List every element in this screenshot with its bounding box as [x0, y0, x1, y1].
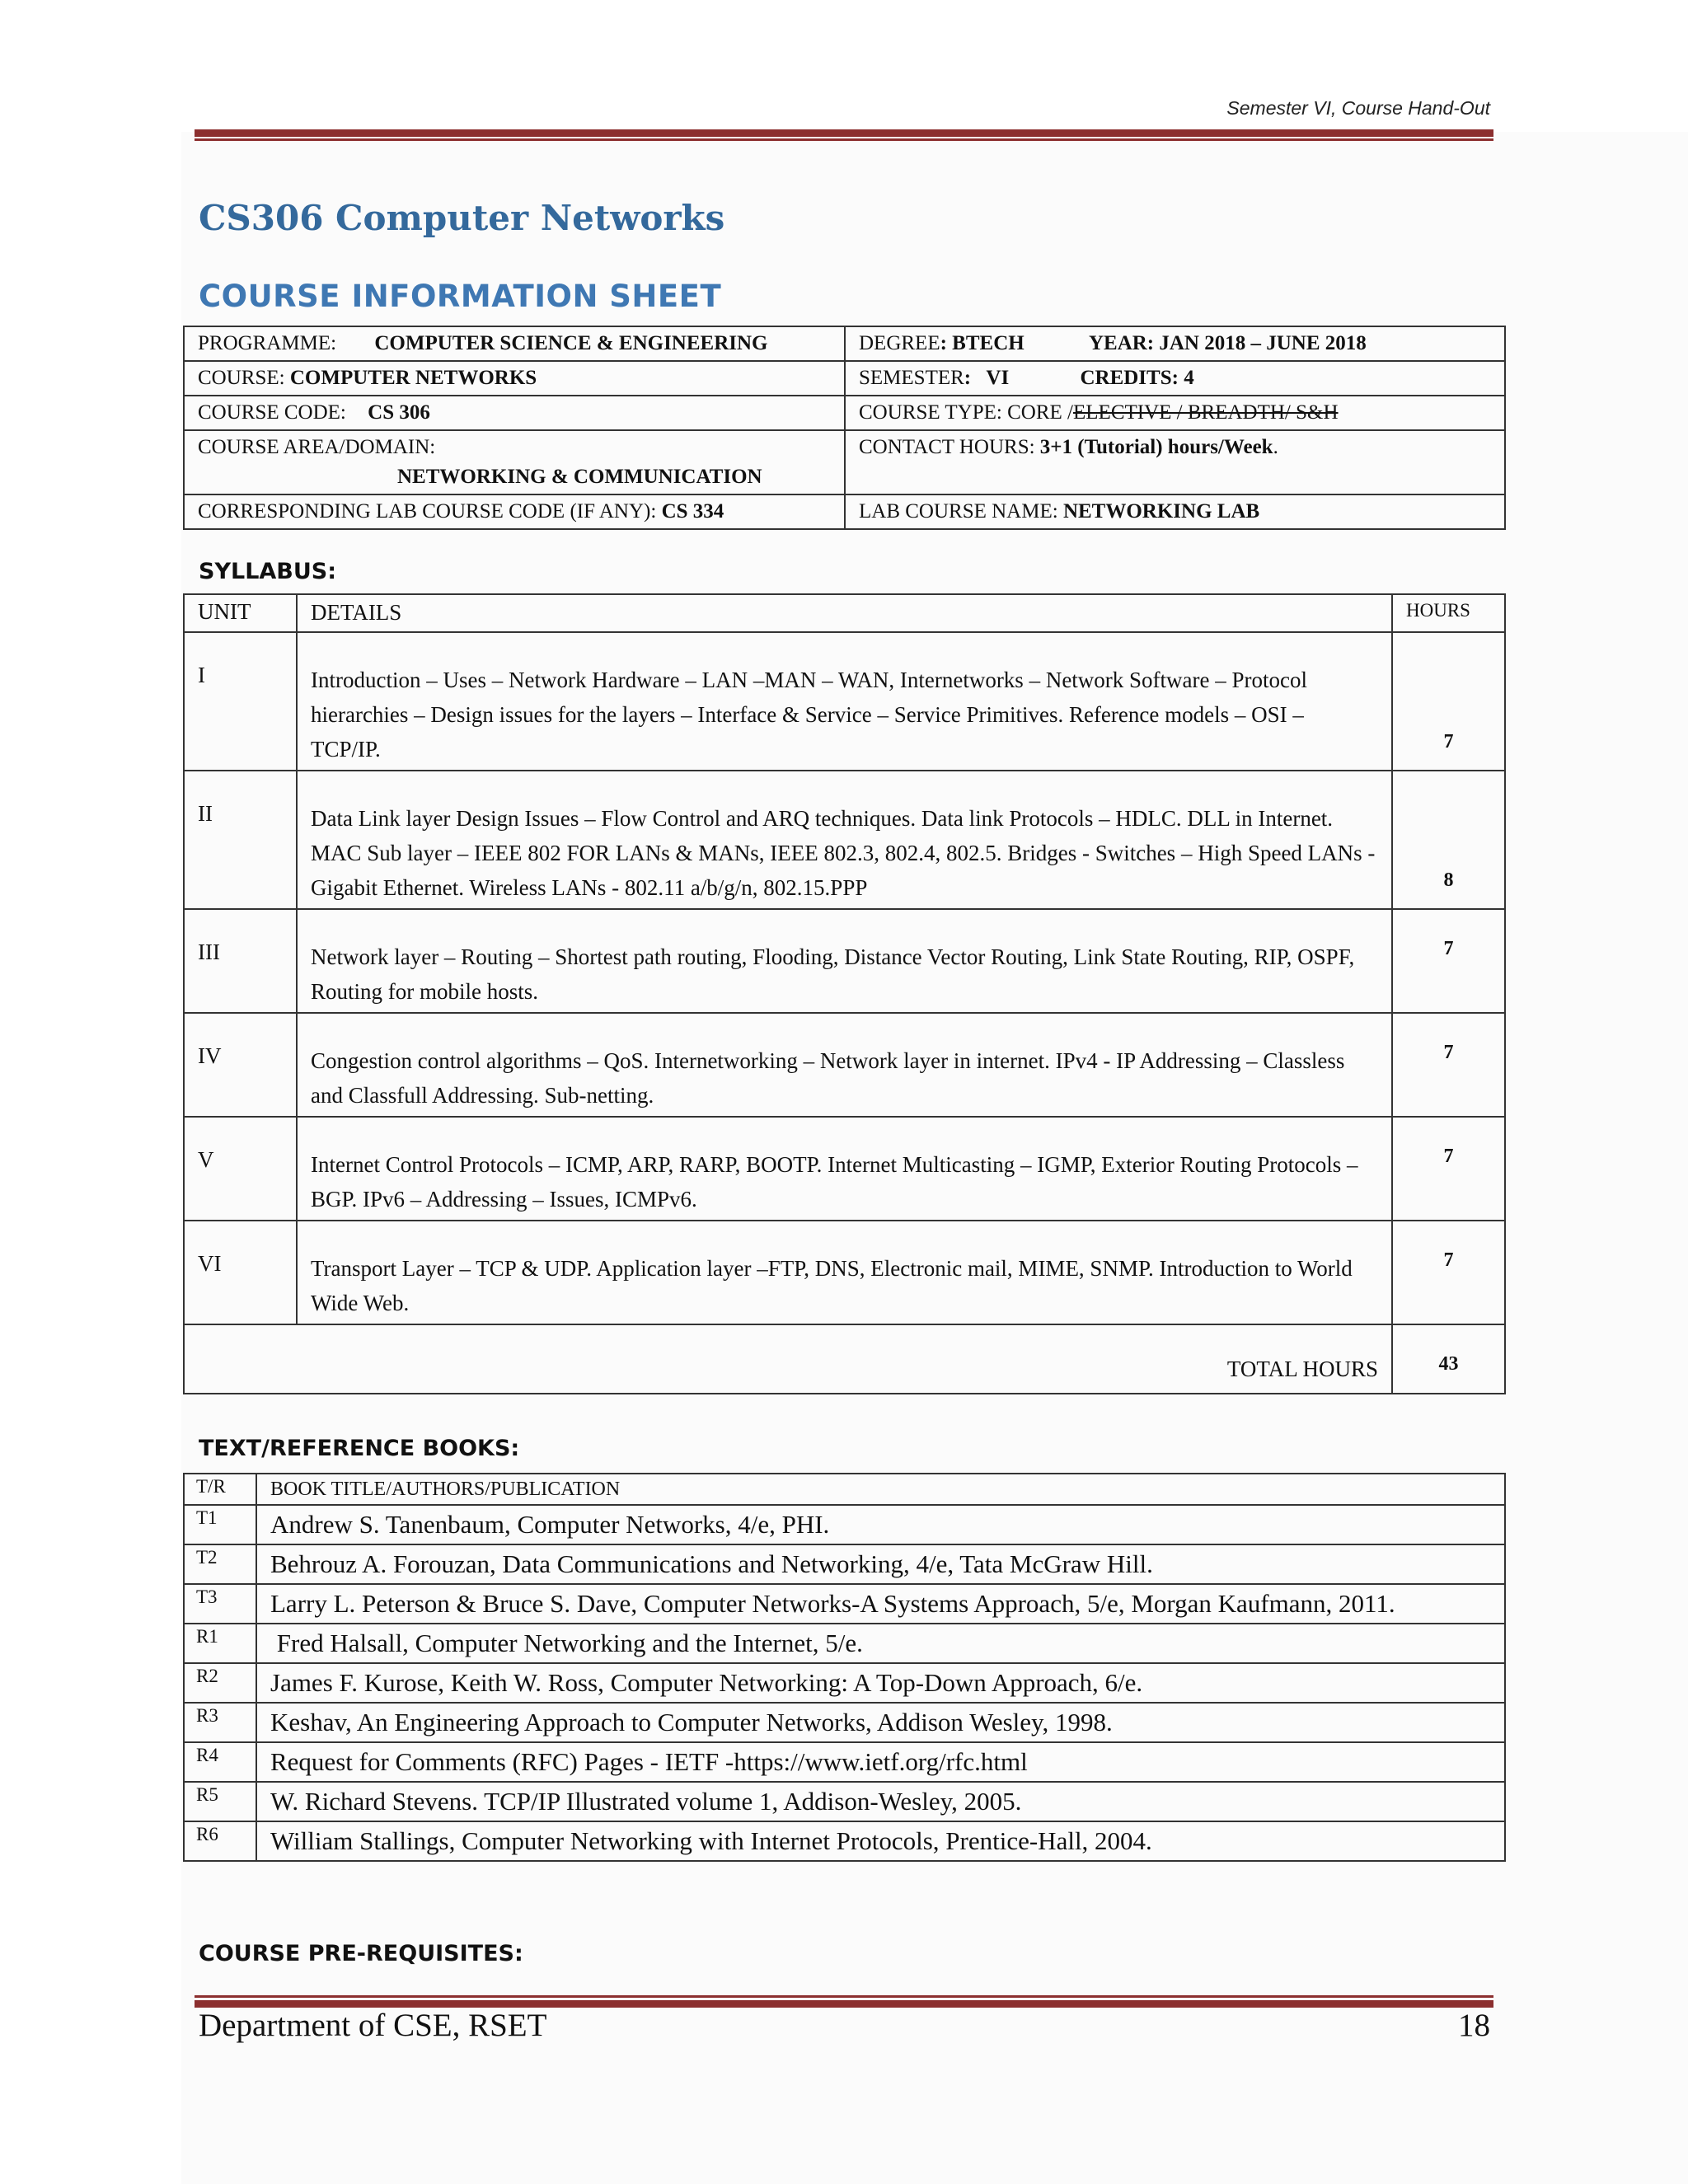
info-row	[184, 396, 1505, 430]
hours-cell: 8	[1392, 771, 1505, 909]
footer-rule-thin	[195, 1995, 1493, 1998]
contact-hours-cell	[845, 430, 1505, 494]
book-title: Andrew S. Tanenbaum, Computer Networks, 4/e, PHI.	[256, 1505, 1505, 1544]
syllabus-row	[184, 1221, 1505, 1324]
programme-cell	[184, 326, 845, 361]
details-cell: Congestion control algorithms – QoS. Internetworking – Network layer in internet. IPv4 - IP Addressing – Classless and Classfull Addressing. Sub-netting.	[297, 1013, 1392, 1117]
syllabus-heading: SYLLABUS:	[199, 559, 337, 584]
degree-cell	[845, 326, 1505, 361]
book-row	[184, 1742, 1505, 1782]
syllabus-table	[183, 593, 1506, 1394]
hours-cell: 7	[1392, 1221, 1505, 1324]
book-title: Fred Halsall, Computer Networking and the Internet, 5/e.	[256, 1624, 1505, 1663]
tr-header: T/R	[184, 1474, 256, 1505]
programme-label: PROGRAMME:	[198, 332, 337, 354]
syllabus-header-row	[184, 594, 1505, 632]
lab-code-label: CORRESPONDING LAB COURSE CODE (IF ANY):	[198, 500, 662, 523]
page-number: 18	[1458, 2008, 1490, 2043]
unit-cell: IV	[184, 1013, 297, 1117]
semester-value: : VI	[964, 367, 1010, 389]
book-code: T1	[184, 1505, 256, 1544]
footer-department: Department of CSE, RSET	[199, 2008, 547, 2043]
credits-value: CREDITS: 4	[1080, 367, 1194, 389]
book-code: R1	[184, 1624, 256, 1663]
book-row	[184, 1821, 1505, 1861]
hours-header: HOURS	[1392, 594, 1505, 632]
book-title: Behrouz A. Forouzan, Data Communications and Networking, 4/e, Tata McGraw Hill.	[256, 1544, 1505, 1584]
book-row	[184, 1703, 1505, 1742]
course-area-label: COURSE AREA/DOMAIN:	[198, 436, 436, 458]
running-header: Semester VI, Course Hand-Out	[1226, 97, 1490, 119]
info-row	[184, 361, 1505, 396]
course-label: COURSE:	[198, 367, 290, 389]
info-row	[184, 326, 1505, 361]
course-type-struck: ELECTIVE / BREADTH/ S&H	[1073, 401, 1339, 424]
lab-name-cell	[845, 494, 1505, 529]
book-title: W. Richard Stevens. TCP/IP Illustrated volume 1, Addison-Wesley, 2005.	[256, 1782, 1505, 1821]
details-cell: Internet Control Protocols – ICMP, ARP, RARP, BOOTP. Internet Multicasting – IGMP, Exterior Routing Protocols – BGP. IPv6 – Addressing – Issues, ICMPv6.	[297, 1117, 1392, 1221]
course-info-table	[183, 326, 1506, 530]
syllabus-row	[184, 1117, 1505, 1221]
syllabus-row	[184, 632, 1505, 771]
book-row	[184, 1624, 1505, 1663]
prereq-heading: COURSE PRE-REQUISITES:	[199, 1941, 523, 1966]
details-cell: Transport Layer – TCP & UDP. Application layer –FTP, DNS, Electronic mail, MIME, SNMP. Introduction to World Wide Web.	[297, 1221, 1392, 1324]
header-rule-thin	[195, 138, 1493, 141]
course-area-cell	[184, 430, 845, 494]
book-code: R5	[184, 1782, 256, 1821]
syllabus-row	[184, 1013, 1505, 1117]
course-area-value: NETWORKING & COMMUNICATION	[397, 466, 762, 488]
lab-name-label: LAB COURSE NAME:	[859, 500, 1063, 523]
unit-cell: VI	[184, 1221, 297, 1324]
book-title: William Stallings, Computer Networking with Internet Protocols, Prentice-Hall, 2004.	[256, 1821, 1505, 1861]
contact-hours-value: 3+1 (Tutorial) hours/Week	[1039, 436, 1273, 458]
programme-value: COMPUTER SCIENCE & ENGINEERING	[374, 332, 768, 354]
header-rule	[195, 129, 1493, 137]
book-row	[184, 1782, 1505, 1821]
degree-label: DEGREE	[859, 332, 940, 354]
books-table	[183, 1473, 1506, 1862]
lab-code-value: CS 334	[661, 500, 724, 523]
book-code: T2	[184, 1544, 256, 1584]
unit-header: UNIT	[184, 594, 297, 632]
total-hours-label: TOTAL HOURS	[184, 1324, 1392, 1394]
book-title-header: BOOK TITLE/AUTHORS/PUBLICATION	[256, 1474, 1505, 1505]
hours-cell: 7	[1392, 1013, 1505, 1117]
book-title: Keshav, An Engineering Approach to Computer Networks, Addison Wesley, 1998.	[256, 1703, 1505, 1742]
contact-hours-suffix: .	[1273, 436, 1278, 458]
unit-cell: II	[184, 771, 297, 909]
book-code: R3	[184, 1703, 256, 1742]
book-title: Larry L. Peterson & Bruce S. Dave, Computer Networks-A Systems Approach, 5/e, Morgan Kaufmann, 2011.	[256, 1584, 1505, 1624]
year-value: YEAR: JAN 2018 – JUNE 2018	[1088, 332, 1367, 354]
syllabus-row	[184, 909, 1505, 1013]
unit-cell: I	[184, 632, 297, 771]
info-row	[184, 494, 1505, 529]
hours-cell: 7	[1392, 909, 1505, 1013]
books-header-row	[184, 1474, 1505, 1505]
details-header: DETAILS	[297, 594, 1392, 632]
course-code-cell	[184, 396, 845, 430]
lab-code-cell	[184, 494, 845, 529]
syllabus-total-row	[184, 1324, 1505, 1394]
course-code-value: CS 306	[368, 401, 430, 424]
page-subtitle: COURSE INFORMATION SHEET	[199, 279, 722, 314]
info-row	[184, 430, 1505, 494]
unit-cell: V	[184, 1117, 297, 1221]
book-row	[184, 1663, 1505, 1703]
book-code: T3	[184, 1584, 256, 1624]
book-code: R6	[184, 1821, 256, 1861]
course-cell	[184, 361, 845, 396]
book-row	[184, 1505, 1505, 1544]
syllabus-row	[184, 771, 1505, 909]
books-heading: TEXT/REFERENCE BOOKS:	[199, 1436, 520, 1461]
details-cell: Network layer – Routing – Shortest path routing, Flooding, Distance Vector Routing, Link State Routing, RIP, OSPF, Routing for mobile hosts.	[297, 909, 1392, 1013]
book-code: R2	[184, 1663, 256, 1703]
course-type-label: COURSE TYPE: CORE /	[859, 401, 1073, 424]
book-title: James F. Kurose, Keith W. Ross, Computer Networking: A Top-Down Approach, 6/e.	[256, 1663, 1505, 1703]
unit-cell: III	[184, 909, 297, 1013]
book-code: R4	[184, 1742, 256, 1782]
book-row	[184, 1544, 1505, 1584]
details-cell: Introduction – Uses – Network Hardware – LAN –MAN – WAN, Internetworks – Network Software – Protocol hierarchies – Design issues for the layers – Interface & Service – Service Primitives. Reference models – OSI – TCP/IP.	[297, 632, 1392, 771]
hours-cell: 7	[1392, 632, 1505, 771]
total-hours-value: 43	[1392, 1324, 1505, 1394]
semester-label: SEMESTER	[859, 367, 964, 389]
book-row	[184, 1584, 1505, 1624]
book-title: Request for Comments (RFC) Pages - IETF -https://www.ietf.org/rfc.html	[256, 1742, 1505, 1782]
contact-hours-label: CONTACT HOURS:	[859, 436, 1040, 458]
page-title: CS306 Computer Networks	[199, 198, 725, 238]
semester-cell	[845, 361, 1505, 396]
course-code-label: COURSE CODE:	[198, 401, 346, 424]
degree-value: : BTECH	[940, 332, 1025, 354]
course-value: COMPUTER NETWORKS	[289, 367, 537, 389]
course-type-cell	[845, 396, 1505, 430]
lab-name-value: NETWORKING LAB	[1062, 500, 1260, 523]
details-cell: Data Link layer Design Issues – Flow Control and ARQ techniques. Data link Protocols – HDLC. DLL in Internet. MAC Sub layer – IEEE 802 FOR LANs & MANs, IEEE 802.3, 802.4, 802.5. Bridges - Switches – High Speed LANs - Gigabit Ethernet. Wireless LANs - 802.11 a/b/g/n, 802.15.PPP	[297, 771, 1392, 909]
hours-cell: 7	[1392, 1117, 1505, 1221]
